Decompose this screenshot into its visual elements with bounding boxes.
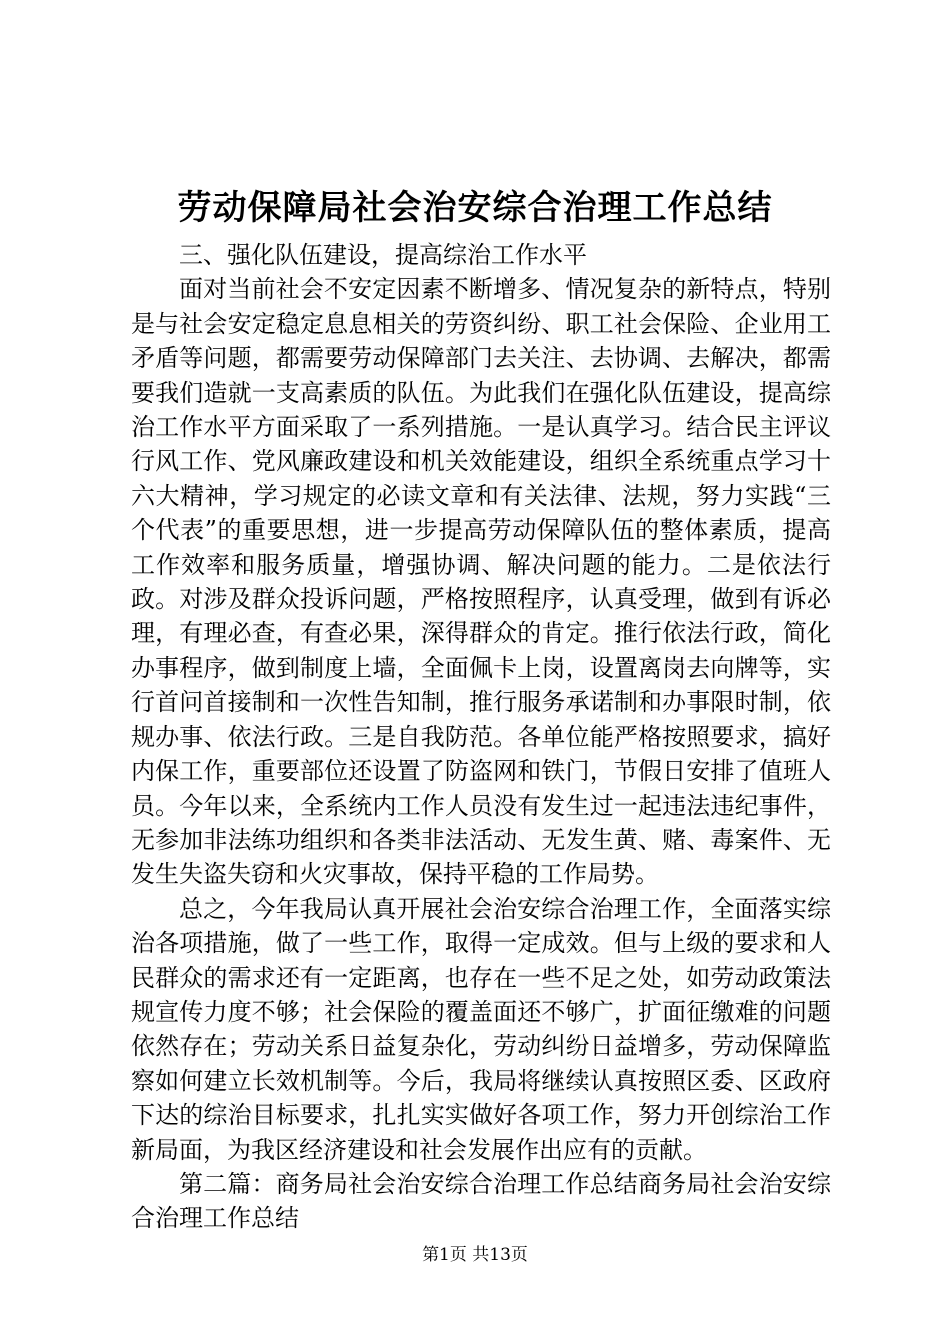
section-heading: 三、强化队伍建设，提高综治工作水平 xyxy=(179,241,587,269)
body-paragraph: 第二篇：商务局社会治安综合治理工作总结商务局社会治安综合治理工作总结 xyxy=(131,1169,831,1233)
document-title: 劳动保障局社会治安综合治理工作总结 xyxy=(177,188,773,228)
document-body xyxy=(131,238,831,1236)
body-paragraph: 总之，今年我局认真开展社会治安综合治理工作，全面落实综治各项措施，做了一些工作，取得一定成效。但与上级的要求和人民群众的需求还有一定距离，也存在一些不足之处，如劳动政策法规宣传力度不够；社会保险的覆盖面还不够广，扩面征缴难的问题依然存在；劳动关系日益复杂化，劳动纠纷日益增多，劳动保障监察如何建立长效机制等。今后，我局将继续认真按照区委、区政府下达的综治目标要求，扎扎实实做好各项工作，努力开创综治工作新局面，为我区经济建设和社会发展作出应有的贡献。 xyxy=(131,894,831,1164)
page-footer: 第1页 共13页 xyxy=(422,1245,528,1265)
body-paragraph: 面对当前社会不安定因素不断增多、情况复杂的新特点，特别是与社会安定稳定息息相关的劳资纠纷、职工社会保险、企业用工矛盾等问题，都需要劳动保障部门去关注、去协调、去解决，都需要我们造就一支高素质的队伍。为此我们在强化队伍建设，提高综治工作水平方面采取了一系列措施。一是认真学习。结合民主评议行风工作、党风廉政建设和机关效能建设，组织全系统重点学习十六大精神，学习规定的必读文章和有关法律、法规，努力实践“三个代表”的重要思想，进一步提高劳动保障队伍的整体素质，提高工作效率和服务质量，增强协调、解决问题的能力。二是依法行政。对涉及群众投诉问题，严格按照程序，认真受理，做到有诉必理，有理必查，有查必果，深得群众的肯定。推行依法行政，简化办事程序，做到制度上墙，全面佩卡上岗，设置离岗去向牌等，实行首问首接制和一次性告知制，推行服务承诺制和办事限时制，依规办事、依法行政。三是自我防范。各单位能严格按照要求，搞好内保工作，重要部位还设置了防盗网和铁门，节假日安排了值班人员。今年以来，全系统内工作人员没有发生过一起违法违纪事件，无参加非法练功组织和各类非法活动、无发生黄、赌、毒案件、无发生失盗失窃和火灾事故，保持平稳的工作局势。 xyxy=(131,275,831,889)
